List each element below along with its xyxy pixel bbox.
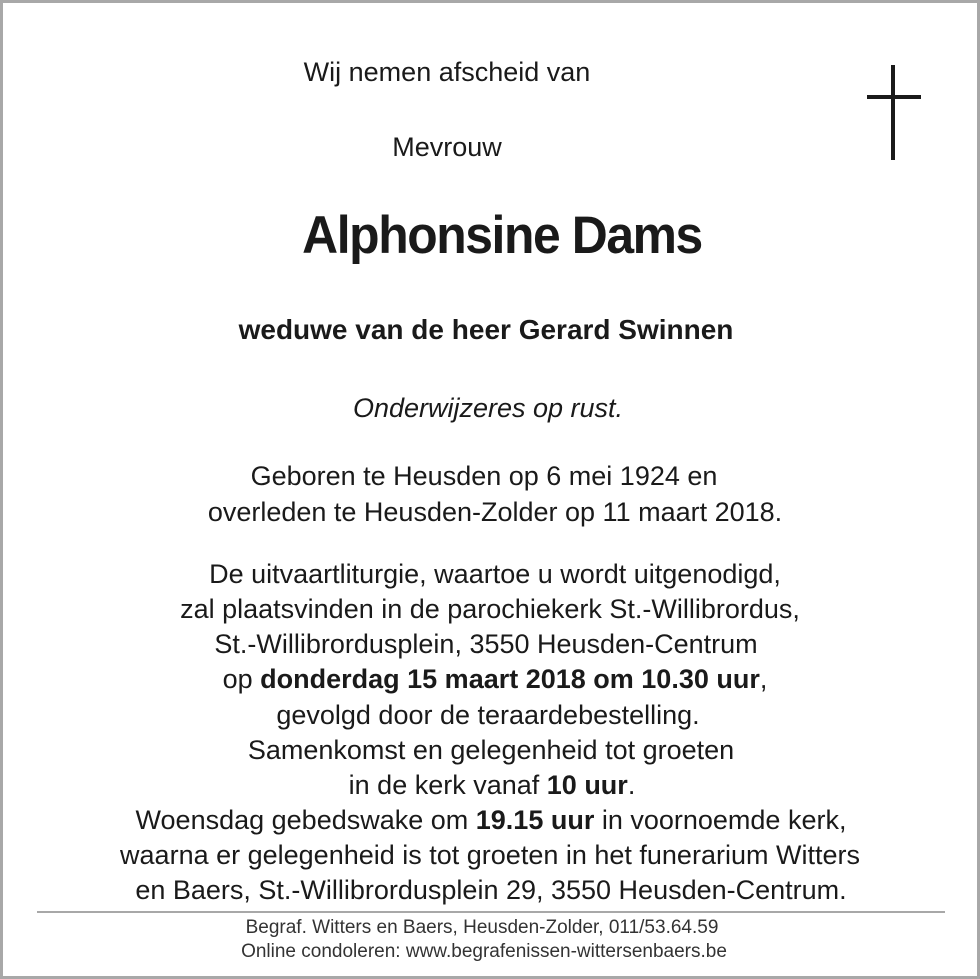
funeral-date-prefix: op xyxy=(222,664,261,694)
funeral-line: De uitvaartliturgie, waartoe u wordt uitgenodigd, xyxy=(209,559,781,589)
funeral-line: waarna er gelegenheid is tot groeten in het funerarium Witters xyxy=(120,840,860,870)
gathering-suffix: . xyxy=(627,770,636,800)
death-line: overleden te Heusden-Zolder op 11 maart 2018. xyxy=(207,497,783,527)
deceased-name: Alphonsine Dams xyxy=(302,206,702,265)
gathering-prefix: in de kerk vanaf xyxy=(348,770,547,800)
condolence-line: Online condoleren: www.begrafenissen-wittersenbaers.be xyxy=(241,941,727,962)
funeral-line: St.-Willibrordusplein, 3550 Heusden-Centrum xyxy=(214,629,758,659)
wake-line xyxy=(4,803,978,837)
funeral-line: gevolgd door de teraardebestelling. xyxy=(276,700,700,730)
widow-line: weduwe van de heer Gerard Swinnen xyxy=(238,314,734,345)
title-text: Mevrouw xyxy=(392,132,502,162)
wake-prefix: Woensdag gebedswake om xyxy=(135,805,476,835)
gathering-time: 10 uur xyxy=(546,770,628,800)
birth-line: Geboren te Heusden op 6 mei 1924 en xyxy=(250,461,718,491)
wake-time: 19.15 uur xyxy=(475,805,595,835)
occupation-line: Onderwijzeres op rust. xyxy=(352,393,624,423)
funeral-line: Samenkomst en gelegenheid tot groeten xyxy=(247,735,735,765)
wake-suffix: in voornoemde kerk, xyxy=(594,805,847,835)
funeral-line: zal plaatsvinden in de parochiekerk St.-Willibrordus, xyxy=(180,594,800,624)
gathering-time-line xyxy=(5,768,979,802)
funeral-line: en Baers, St.-Willibrordusplein 29, 3550 Heusden-Centrum. xyxy=(135,875,847,905)
funeral-date-line xyxy=(8,662,980,696)
footer-divider xyxy=(37,911,945,913)
funeral-date-suffix: , xyxy=(759,664,768,694)
intro-text: Wij nemen afscheid van xyxy=(303,57,591,87)
funeral-date: donderdag 15 maart 2018 om 10.30 uur xyxy=(260,664,760,694)
undertaker-line: Begraf. Witters en Baers, Heusden-Zolder, 011/53.64.59 xyxy=(245,917,719,938)
